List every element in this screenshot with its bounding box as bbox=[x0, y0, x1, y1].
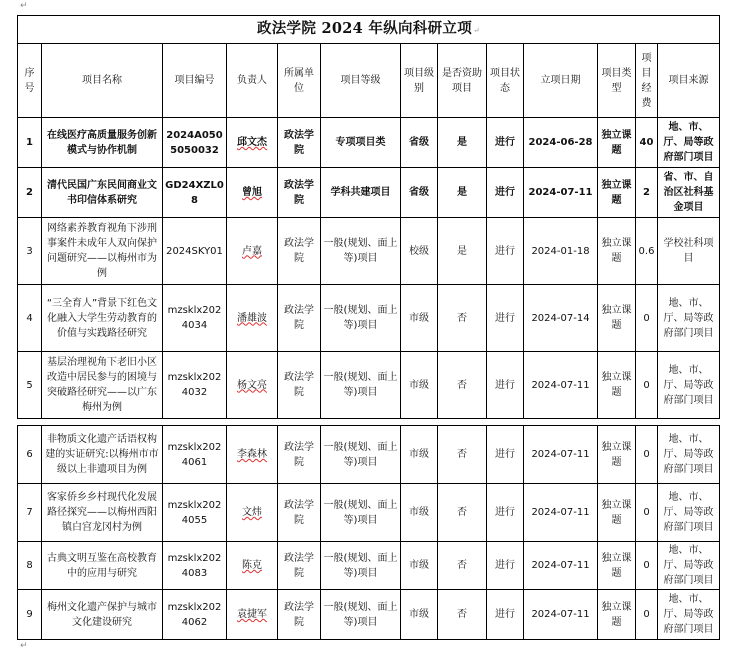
cell-source: 学校社科项目 bbox=[658, 218, 720, 285]
table-row bbox=[18, 542, 720, 590]
cell-type: 独立课题 bbox=[598, 590, 636, 640]
cell-grade: 一般(规划、面上等)项目 bbox=[321, 426, 401, 484]
cell-level: 省级 bbox=[401, 168, 438, 218]
cell-date: 2024-07-11 bbox=[524, 426, 598, 484]
header-row bbox=[18, 44, 720, 118]
cell-level: 市级 bbox=[401, 590, 438, 640]
cell-date: 2024-07-11 bbox=[524, 168, 598, 218]
cell-status: 进行 bbox=[487, 218, 524, 285]
cell-no: 1 bbox=[18, 118, 42, 168]
cell-no: 9 bbox=[18, 590, 42, 640]
cell-leader: 潘雄波 bbox=[227, 285, 278, 352]
cell-grade: 专项项目类 bbox=[321, 118, 401, 168]
cell-type: 独立课题 bbox=[598, 542, 636, 590]
project-table-part-2 bbox=[17, 425, 720, 640]
cell-no: 8 bbox=[18, 542, 42, 590]
cell-source: 地、市、厅、局等政府部门项目 bbox=[658, 590, 720, 640]
cell-fund: 0 bbox=[636, 590, 658, 640]
cell-level: 省级 bbox=[401, 118, 438, 168]
cell-level: 市级 bbox=[401, 285, 438, 352]
cell-type: 独立课题 bbox=[598, 118, 636, 168]
cell-type: 独立课题 bbox=[598, 484, 636, 542]
cell-type: 独立课题 bbox=[598, 285, 636, 352]
header-code: 项目编号 bbox=[163, 44, 227, 118]
cell-date: 2024-01-18 bbox=[524, 218, 598, 285]
cell-funded: 是 bbox=[438, 218, 487, 285]
cell-leader: 陈克 bbox=[227, 542, 278, 590]
header-leader: 负责人 bbox=[227, 44, 278, 118]
cell-unit: 政法学院 bbox=[278, 118, 321, 168]
cell-name: 客家侨乡乡村现代化发展路径探究——以梅州西阳镇白宫龙冈村为例 bbox=[42, 484, 163, 542]
cell-name: 古典文明互鉴在高校教育中的应用与研究 bbox=[42, 542, 163, 590]
cell-source: 地、市、厅、局等政府部门项目 bbox=[658, 426, 720, 484]
cell-date: 2024-07-11 bbox=[524, 590, 598, 640]
cell-grade: 一般(规划、面上等)项目 bbox=[321, 285, 401, 352]
table-row bbox=[18, 352, 720, 419]
header-level: 项目级别 bbox=[401, 44, 438, 118]
cell-funded: 否 bbox=[438, 484, 487, 542]
cell-no: 7 bbox=[18, 484, 42, 542]
cell-leader: 李森林 bbox=[227, 426, 278, 484]
table-row bbox=[18, 118, 720, 168]
cell-unit: 政法学院 bbox=[278, 352, 321, 419]
cell-level: 市级 bbox=[401, 484, 438, 542]
cell-name: 基层治理视角下老旧小区改造中居民参与的困境与突破路径研究——以广东梅州为例 bbox=[42, 352, 163, 419]
table-row bbox=[18, 590, 720, 640]
cell-status: 进行 bbox=[487, 426, 524, 484]
corner-mark-bottom: ↵ bbox=[20, 641, 28, 651]
cell-fund: 0 bbox=[636, 285, 658, 352]
cell-status: 进行 bbox=[487, 285, 524, 352]
cell-unit: 政法学院 bbox=[278, 484, 321, 542]
cell-status: 进行 bbox=[487, 484, 524, 542]
cell-name: 网络素养教育视角下涉刑事案件未成年人双向保护问题研究——以梅州市为例 bbox=[42, 218, 163, 285]
cell-status: 进行 bbox=[487, 352, 524, 419]
cell-grade: 一般(规划、面上等)项目 bbox=[321, 218, 401, 285]
cell-leader: 杨文亮 bbox=[227, 352, 278, 419]
cell-fund: 0 bbox=[636, 352, 658, 419]
cell-source: 省、市、自治区社科基金项目 bbox=[658, 168, 720, 218]
cell-code: mzsklx2024055 bbox=[163, 484, 227, 542]
cell-code: mzsklx2024034 bbox=[163, 285, 227, 352]
cell-date: 2024-07-14 bbox=[524, 285, 598, 352]
cell-fund: 0 bbox=[636, 484, 658, 542]
table-row bbox=[18, 218, 720, 285]
corner-mark-top: ↵ bbox=[20, 1, 28, 11]
header-funded: 是否资助项目 bbox=[438, 44, 487, 118]
cell-date: 2024-07-11 bbox=[524, 484, 598, 542]
table-title: 政法学院 2024 年纵向科研立项↵ bbox=[18, 16, 720, 44]
header-no: 序号 bbox=[18, 44, 42, 118]
header-source: 项目来源 bbox=[658, 44, 720, 118]
cell-grade: 学科共建项目 bbox=[321, 168, 401, 218]
cell-fund: 2 bbox=[636, 168, 658, 218]
cell-unit: 政法学院 bbox=[278, 168, 321, 218]
cell-name: 在线医疗高质量服务创新模式与协作机制 bbox=[42, 118, 163, 168]
cell-code: mzsklx2024061 bbox=[163, 426, 227, 484]
cell-funded: 否 bbox=[438, 426, 487, 484]
table-row bbox=[18, 484, 720, 542]
cell-level: 校级 bbox=[401, 218, 438, 285]
cell-no: 6 bbox=[18, 426, 42, 484]
cell-no: 3 bbox=[18, 218, 42, 285]
cell-no: 5 bbox=[18, 352, 42, 419]
cell-name: 非物质文化遗产话语权构建的实证研究:以梅州市市级以上非遗项目为例 bbox=[42, 426, 163, 484]
header-name: 项目名称 bbox=[42, 44, 163, 118]
header-status: 项目状态 bbox=[487, 44, 524, 118]
cell-funded: 是 bbox=[438, 168, 487, 218]
cell-fund: 40 bbox=[636, 118, 658, 168]
cell-source: 地、市、厅、局等政府部门项目 bbox=[658, 352, 720, 419]
cell-status: 进行 bbox=[487, 590, 524, 640]
cell-status: 进行 bbox=[487, 118, 524, 168]
cell-date: 2024-07-11 bbox=[524, 352, 598, 419]
cell-funded: 否 bbox=[438, 542, 487, 590]
cell-unit: 政法学院 bbox=[278, 285, 321, 352]
cell-funded: 否 bbox=[438, 285, 487, 352]
cell-fund: 0 bbox=[636, 542, 658, 590]
cell-funded: 否 bbox=[438, 590, 487, 640]
cell-code: mzsklx2024032 bbox=[163, 352, 227, 419]
cell-code: mzsklx2024083 bbox=[163, 542, 227, 590]
cell-leader: 卢嘉 bbox=[227, 218, 278, 285]
header-date: 立项日期 bbox=[524, 44, 598, 118]
cell-no: 2 bbox=[18, 168, 42, 218]
cell-status: 进行 bbox=[487, 168, 524, 218]
cell-date: 2024-07-11 bbox=[524, 542, 598, 590]
cell-unit: 政法学院 bbox=[278, 218, 321, 285]
cell-type: 独立课题 bbox=[598, 352, 636, 419]
table-row bbox=[18, 168, 720, 218]
cell-type: 独立课题 bbox=[598, 168, 636, 218]
cell-code: mzsklx2024062 bbox=[163, 590, 227, 640]
cell-source: 地、市、厅、局等政府部门项目 bbox=[658, 484, 720, 542]
cell-grade: 一般(规划、面上等)项目 bbox=[321, 352, 401, 419]
cell-grade: 一般(规划、面上等)项目 bbox=[321, 484, 401, 542]
cell-code: GD24XZL08 bbox=[163, 168, 227, 218]
cell-leader: 曾旭 bbox=[227, 168, 278, 218]
header-type: 项目类型 bbox=[598, 44, 636, 118]
cell-date: 2024-06-28 bbox=[524, 118, 598, 168]
cell-grade: 一般(规划、面上等)项目 bbox=[321, 590, 401, 640]
cell-leader: 文炜 bbox=[227, 484, 278, 542]
cell-source: 地、市、厅、局等政府部门项目 bbox=[658, 542, 720, 590]
table-row bbox=[18, 426, 720, 484]
table-row bbox=[18, 285, 720, 352]
cell-funded: 是 bbox=[438, 118, 487, 168]
cell-source: 地、市、厅、局等政府部门项目 bbox=[658, 285, 720, 352]
cell-unit: 政法学院 bbox=[278, 426, 321, 484]
cell-no: 4 bbox=[18, 285, 42, 352]
cell-name: “三全育人”背景下红色文化融入大学生劳动教育的价值与实践路径研究 bbox=[42, 285, 163, 352]
cell-type: 独立课题 bbox=[598, 218, 636, 285]
project-table-part-1 bbox=[17, 15, 720, 419]
cell-name: 梅州文化遗产保护与城市文化建设研究 bbox=[42, 590, 163, 640]
header-grade: 项目等级 bbox=[321, 44, 401, 118]
cell-source: 地、市、厅、局等政府部门项目 bbox=[658, 118, 720, 168]
cell-unit: 政法学院 bbox=[278, 542, 321, 590]
cell-level: 市级 bbox=[401, 426, 438, 484]
cell-level: 市级 bbox=[401, 352, 438, 419]
cell-code: 2024SKY01 bbox=[163, 218, 227, 285]
cell-funded: 否 bbox=[438, 352, 487, 419]
cell-name: 清代民国广东民间商业文书印信体系研究 bbox=[42, 168, 163, 218]
cell-fund: 0 bbox=[636, 426, 658, 484]
cell-leader: 袁捷军 bbox=[227, 590, 278, 640]
cell-grade: 一般(规划、面上等)项目 bbox=[321, 542, 401, 590]
cell-status: 进行 bbox=[487, 542, 524, 590]
header-fund: 项目经费 bbox=[636, 44, 658, 118]
cell-type: 独立课题 bbox=[598, 426, 636, 484]
cell-unit: 政法学院 bbox=[278, 590, 321, 640]
cell-fund: 0.6 bbox=[636, 218, 658, 285]
cell-code: 2024A0505050032 bbox=[163, 118, 227, 168]
header-unit: 所属单位 bbox=[278, 44, 321, 118]
cell-level: 市级 bbox=[401, 542, 438, 590]
cell-leader: 邱文杰 bbox=[227, 118, 278, 168]
